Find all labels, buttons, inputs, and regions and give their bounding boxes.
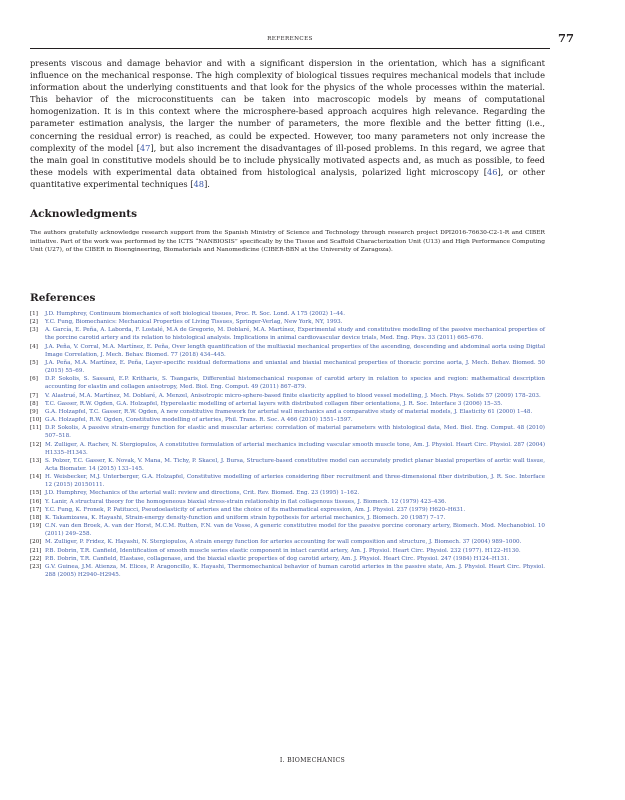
reference-link[interactable]: P.B. Dobrin, T.R. Canfield, Elastase, collagenase, and the biaxial elastic properties of dog carotid artery, Am. J. Physiol. Heart Circ. Physiol. 247 (1984) H124–H131. (45, 555, 510, 562)
body-text-part-1: presents viscous and damage behavior and with a significant dispersion in the orientation, which has a significant influence on the mechanical response. The high complexity of biological tissues requires mechanical models that include information about the underlying constituents and that look for the physics of the whole processes within the material. This behavior of the microconstituents can be taken into macroscopic models by means of computational homogenization. It is in this context where the microsphere-based approach acquires high relevance. Regarding the parameter estimation analysis, the larger the number of parameters, the more flexible and the better fitting (i.e., concerning the residual error) is reached, as could be expected. However, too many parameters not only increase the complexity of the model [ (30, 58, 545, 153)
reference-item (30, 359, 545, 375)
references-heading: References (30, 292, 96, 304)
reference-number: [16] (30, 498, 42, 505)
citation-link-47[interactable]: 47 (139, 142, 151, 153)
reference-item (30, 457, 545, 473)
reference-number: [20] (30, 539, 42, 546)
running-title: REFERENCES (267, 36, 313, 42)
reference-link[interactable]: G.V. Guinea, J.M. Atienza, M. Elices, P. Aragoncillo, K. Hayashi, Thermomechanical behavior of human carotid arteries in the passive state, Am. J. Physiol. Heart Circ. Physiol. 288 (2005) H2940–H2945. (45, 563, 545, 578)
reference-number: [18] (30, 514, 42, 521)
reference-item (30, 424, 545, 440)
reference-list (30, 310, 545, 579)
reference-number: [3] (30, 327, 38, 334)
reference-link[interactable]: P.B. Dobrin, T.R. Canfield, Identification of smooth muscle series elastic component in intact carotid artery, Am. J. Physiol. Heart Circ. Physiol. 232 (1977). H122–H130. (45, 547, 521, 554)
reference-item (30, 498, 545, 506)
reference-link[interactable]: H. Weisbecker, M.J. Unterberger, G.A. Holzapfel, Constitutive modelling of arteries considering fiber recruitment and three-dimensional fiber distribution, J. R. Soc. Interface 12 (2015) 20150111. (45, 474, 545, 489)
reference-item (30, 343, 545, 359)
reference-item (30, 416, 545, 424)
reference-item (30, 392, 545, 400)
reference-item (30, 473, 545, 489)
reference-link[interactable]: C.N. van den Broek, A. van der Horst, M.C.M. Rutten, F.N. van de Vosse, A generic constitutive model for the passive porcine coronary artery, Biomech. Mod. Mechanobiol. 10 (2011) 249–258. (45, 523, 545, 538)
reference-item (30, 555, 545, 563)
reference-link[interactable]: V. Alastrué, M.A. Martínez, M. Doblaré, A. Menzel, Anisotropic micro-sphere-based finite elasticity applied to blood vessel modelling, J. Mech. Phys. Solids 57 (2009) 178–203. (45, 392, 541, 399)
body-text-part-2: ], but also increment the disadvantages of ill-posed problems. In this regard, we agree that the main goal in constitutive models should be to include physically motivated aspects and, as much as possible, to feed these models with experimental data obtained from histological analysis, polarized light microscopy [ (30, 142, 545, 177)
reference-item (30, 538, 545, 546)
reference-item (30, 310, 545, 318)
reference-number: [10] (30, 417, 42, 424)
reference-link[interactable]: M. Zulliger, A. Rachev, N. Stergiopulos, A constitutive formulation of arterial mechanics including vascular smooth muscle tone, Am. J. Physiol. Heart Circ. Physiol. 287 (2004) H1335–H1343. (45, 441, 545, 456)
reference-number: [14] (30, 474, 42, 481)
reference-link[interactable]: J.D. Humphrey, Mechanics of the arterial wall: review and directions, Crit. Rev. Biomed. Eng. 23 (1995) 1–162. (45, 490, 360, 497)
reference-link[interactable]: J.D. Humphrey, Continuum biomechanics of soft biological tissues, Proc. R. Soc. Lond. A 175 (2002) 1–44. (45, 311, 345, 317)
reference-number: [17] (30, 506, 42, 513)
reference-item (30, 326, 545, 342)
reference-link[interactable]: Y.C. Fung, K. Fronek, P. Patitucci, Pseudoelasticity of arteries and the choice of its mathematical expression, Am. J. Physiol. 237 (1979) H620–H631. (45, 506, 466, 513)
reference-link[interactable]: S. Polzer, T.C. Gasser, K. Novak, V. Mana, M. Tichy, P. Skacel, J. Bursa, Structure-based constitutive model can accurately predict planar biaxial properties of aortic wall tissue, Acta Biomater. 14 (2015) 133–145. (45, 457, 545, 472)
page-number: 77 (557, 31, 574, 45)
body-paragraph (30, 57, 545, 190)
reference-number: [8] (30, 400, 38, 407)
reference-number: [4] (30, 343, 38, 350)
reference-number: [5] (30, 359, 38, 366)
reference-link[interactable]: D.P. Sokolis, S. Sassani, E.P. Kritharis, S. Tsangaris, Differential histomechanical response of carotid artery in relation to species and region: mathematical description accounting for elastin and collagen anisotropy, Med. Biol. Eng. Comput. 49 (2011) 867–879. (45, 376, 545, 391)
reference-item (30, 547, 545, 555)
page-header (30, 31, 574, 49)
reference-number: [2] (30, 319, 38, 326)
reference-number: [23] (30, 563, 42, 570)
reference-item (30, 318, 545, 326)
reference-item (30, 563, 545, 579)
reference-item (30, 375, 545, 391)
reference-number: [9] (30, 408, 38, 415)
reference-number: [21] (30, 547, 42, 554)
body-text-part-3: ], or other quantitative experimental techniques [ (30, 166, 545, 189)
body-text-part-4: ]. (204, 178, 210, 189)
reference-link[interactable]: A. García, E. Peña, A. Laborda, F. Lostalé, M.A de Gregorio, M. Doblaré, M.A. Martínez, Experimental study and constitutive modelling of the passive mechanical properties of the porcine carotid artery and its relation to histological analysis. Implications in animal cardiovascular device trials, Med. Eng. Phys. 33 (2011) 665–676. (45, 327, 545, 342)
reference-item (30, 400, 545, 408)
reference-link[interactable]: M. Zulliger, P. Fridez, K. Hayashi, N. Stergiopulos, A strain energy function for arteries accounting for wall composition and structure, J. Biomech. 37 (2004) 989–1000. (45, 539, 522, 546)
reference-number: [22] (30, 555, 42, 562)
reference-number: [13] (30, 457, 42, 464)
reference-item (30, 441, 545, 457)
reference-item (30, 522, 545, 538)
reference-link[interactable]: T.C. Gasser, R.W. Ogden, G.A. Holzapfel, Hyperelastic modelling of arterial layers with distributed collagen fiber orientations, J. R. Soc. Interface 3 (2006) 15–35. (45, 400, 503, 407)
reference-number: [1] (30, 311, 38, 317)
reference-link[interactable]: G.A. Holzapfel, T.C. Gasser, R.W. Ogden, A new constitutive framework for arterial wall mechanics and a comparative study of material models, J. Elasticity 61 (2000) 1–48. (45, 408, 533, 415)
reference-link[interactable]: G.A. Holzapfel, R.W. Ogden, Constitutive modelling of arteries, Phil. Trans. R. Soc. A 466 (2010) 1551–1597. (45, 417, 353, 424)
page-footer: I. BIOMECHANICS (279, 757, 346, 764)
reference-link[interactable]: J.A. Peña, V. Corral, M.A. Martínez, E. Peña, Over length quantification of the multiaxial mechanical properties of the ascending, descending and abdominal aorta using Digital Image Correlation, J. Mech. Behav. Biomed. 77 (2018) 434–445. (45, 343, 545, 358)
reference-number: [12] (30, 441, 42, 448)
reference-item (30, 408, 545, 416)
reference-link[interactable]: Y. Lanir, A structural theory for the homogeneous biaxial stress-strain relationship in flat collagenous tissues, J. Biomech. 12 (1979) 423–436. (45, 498, 447, 505)
reference-number: [7] (30, 392, 38, 399)
reference-item (30, 489, 545, 497)
citation-link-48[interactable]: 48 (193, 178, 205, 189)
acknowledgments-heading: Acknowledgments (30, 208, 138, 220)
reference-link[interactable]: J.A. Peña, M.A. Martínez, E. Peña, Layer-specific residual deformations and uniaxial and biaxial mechanical properties of thoracic porcine aorta, J. Mech. Behav. Biomed. 50 (2015) 55–69. (45, 359, 545, 375)
reference-link[interactable]: K. Takamizawa, K. Hayashi, Strain-energy density-function and uniform strain hypothesis for arterial mechanics, J. Biomech. 20 (1987) 7–17. (45, 514, 446, 521)
reference-number: [6] (30, 376, 38, 383)
reference-number: [15] (30, 490, 42, 497)
reference-link[interactable]: Y.C. Fung, Biomechanics: Mechanical Properties of Living Tissues, Springer-Verlag, New York, NY, 1993. (45, 319, 343, 326)
reference-number: [19] (30, 523, 42, 530)
reference-number: [11] (30, 425, 42, 432)
reference-item (30, 514, 545, 522)
reference-link[interactable]: D.P. Sokolis, A passive strain-energy function for elastic and muscular arteries: correlation of material parameters with histological data, Med. Biol. Eng. Comput. 48 (2010) 507–518. (45, 425, 545, 440)
acknowledgments-text: The authors gratefully acknowledge research support from the Spanish Ministry of Science and Technology through research project DPI2016-76630-C2-1-R and CIBER initiative. Part of the work was performed by the ICTS “NANBIOSIS” specifically by the Tissue and Scaffold Characterization Unit (U13) and High Performance Computing Unit (U27), of the CIBER in Bioengineering, Biomaterials and Nanomedicine (CIBER-BBN at the University of Zaragoza). (30, 230, 545, 253)
citation-link-46[interactable]: 46 (486, 166, 498, 177)
reference-item (30, 506, 545, 514)
